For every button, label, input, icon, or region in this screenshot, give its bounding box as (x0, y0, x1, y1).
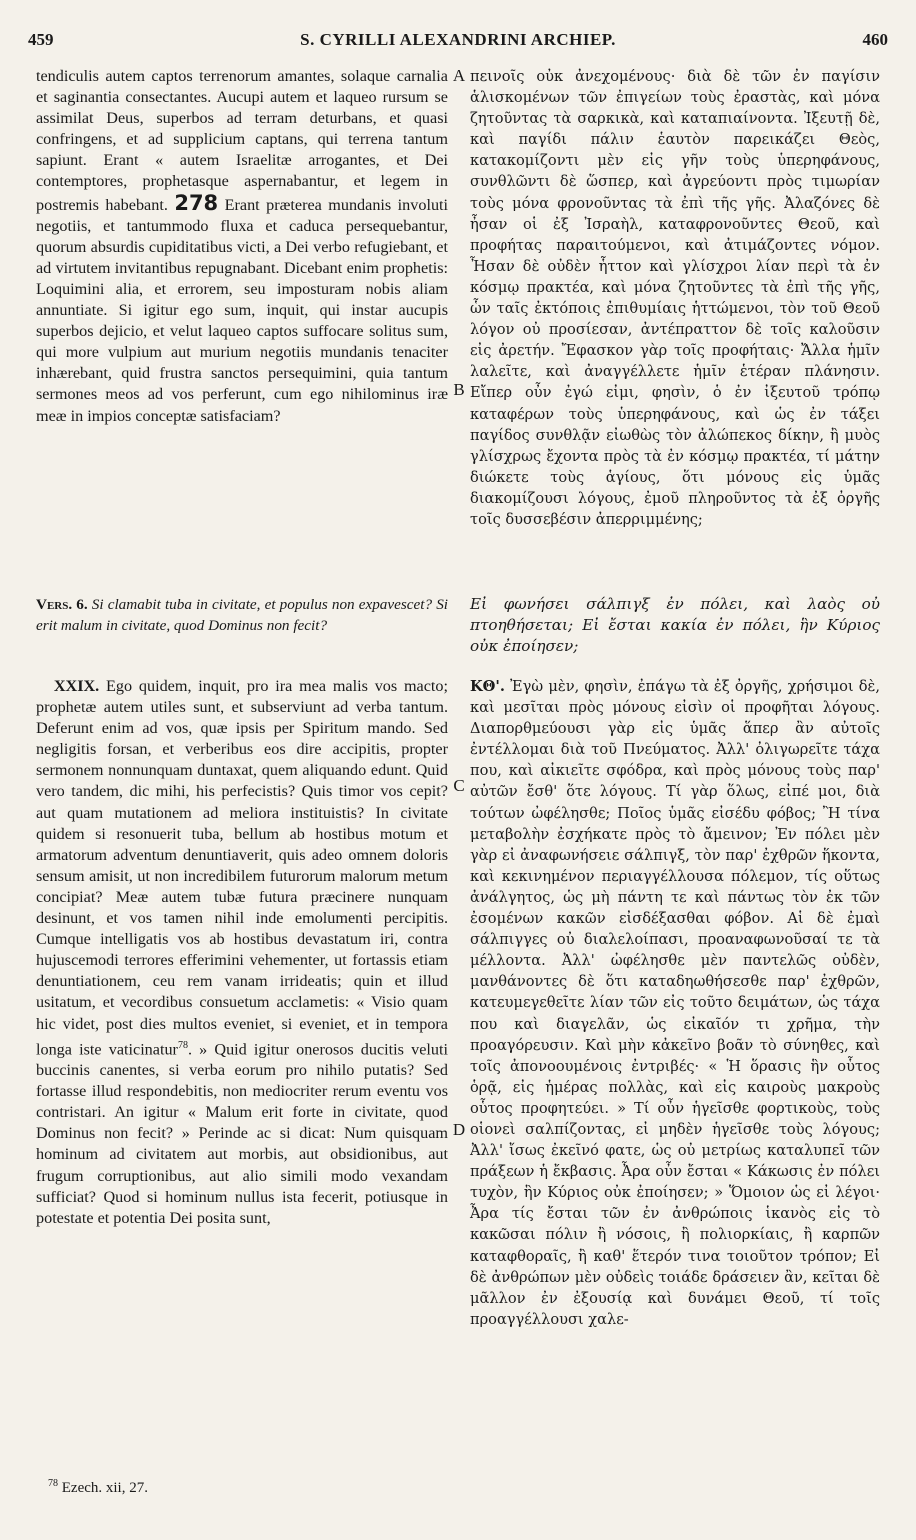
footnote-number: 78 (48, 1478, 58, 1489)
greek-paragraph-2: ΚΘ'. Ἐγὼ μὲν, φησὶν, ἐπάγω τὰ ἐξ ὀργῆς, χρήσιμοι δὲ, καὶ μεσῖται πρὸς μόνους εἰσὶν οἱ προφῆται λόγους. Διαπορθμεύουσι γὰρ εἰς ὑμᾶς ἅπερ ἂν αὐτοῖς ἐντέλλομαι διὰ τοῦ Πνεύματος. Ἀλλ' ὀλιγωρεῖτε τάχα που, καὶ αἰκιεῖτε σφόδρα, καὶ πρὸς μόνους τοὺς παρ' αὐτῶν ἔσθ' ὅτε λόγους. Τί γὰρ ὅλως, εἰπέ μοι, διὰ τούτων ὠφέλησθε; Ποῖος ὑμᾶς εἰσέδυ φόβος; Ἢ τίνα μεταβολὴν ἐσχήκατε πρὸς τὸ ἄμεινον; Ἐν πόλει μὲν γὰρ εἰ ἀναφωνήσειε σάλπιγξ, τὸν παρ' ἐχθρῶν ἥκοντα, καὶ κεκινημένον περιαγγέλλουσα πόλεμον, τίς οὕτως ἀνάλγητος, ὡς μὴ πάντη τε καὶ πάντως τὸν ἐκ τῶν ἐσομένων κακῶν εἰσδέξασθαι φόβον. Αἱ δὲ ἐμαὶ σάλπιγγες οὐ διαλελοίπασι, προαναφωνοῦσαί τε τὰ μέλλοντα. Ἀλλ' ὠφέλησθε μὲν παντελῶς οὐδὲν, μανθάνοντες δὲ ὅτι καταδηωθήσεσθε παρ' ἐχθρῶν, κατευμεγεθεῖτε λίαν τῶν εἰς τοῦτο δειμάτων, ὡς τάχα που καὶ διαγελᾶν, ὡς εἰκαῖόν τι χρῆμα, τὴν προαγόρευσιν. Καὶ μὴν κἀκεῖνο βοᾶν τὸ σύνηθες, καὶ τοῖς ἀπονοουμένοις ἐντριβές· « Ἡ ὅρασις ἣν οὗτος ὁρᾷ, εἰς ἡμέρας πολλὰς, καὶ εἰς καιροὺς μακροὺς οὗτος προφητεύει. » Τί οὖν ἡγεῖσθε φορτικοὺς, τοὺς οἱονεὶ σαλπίζοντας, εἰ μηδὲν ἡγεῖσθε τοὺς λόγους; Ἀλλ' ἴσως ἐκεῖνό φατε, ὡς οὐ μετρίως καταλυπεῖ τῶν πράξεων ἡ ἔκβασις. Ἆρα οὖν ἔσται « Κάκωσις ἐν πόλει τυχὸν, ἣν Κύριος οὐκ ἐποίησεν; » Ὅμοιον ὡς εἰ λέγοι· Ἆρα τίς ἔσται τῶν ἐν ἀνθρώποις ἱκανὸς εἰς τὸ κακῶσαι πόλιν ἢ νόσοις, ἢ πολιορκίαις, ἢ καρπῶν καταφθοραῖς, ἢ καθ' ἕτερόν τινα τοιοῦτον τρόπον; Εἰ δὲ ἀνθρώπων μὲν οὐδεὶς τοιάδε δράσειεν ἂν, κεῖται δὲ μᾶλλον ἐν ἐξουσίᾳ καὶ δυνάμει Θεοῦ, τί τοῖς προαγγέλλουσι χαλε- (470, 678, 881, 1328)
greek-section-29 (470, 676, 880, 1330)
latin-paragraph-2: XXIX. Ego quidem, inquit, pro ira mea malis vos macto; prophetæ autem utiles sunt, et subserviunt ad verba tantum. Deferunt enim ad vos, quæ ipsis per Spiritum mando. Sed negligitis forsan, et verberibus eos dire accipitis, propter sermonem nonnunquam duntaxat, quem aliquando edunt. Quid vero tandem, dic mihi, his perfecistis? Quis timor vos cepit? aut quam mutationem ad meliora instituistis? In civitate quidem si resonuerit tuba, bellum ab hostibus motum et armatorum adventum denuntiaverit, quis adeo omnem doloris sensum amisit, ut non incredibilem futurorum malorum metum concipiat? Meæ autem tubæ futura præcinere nunquam desinunt, et vos tamen nihil inde emolumenti percipitis. Cumque intelligatis vos ab hostibus devastatum iri, contra hujuscemodi terrores efferimini vehementer, ut fortassis etiam denuntiationem, ceu rem vanam irrideatis; quin et illud usitatum, et vecordibus consuetum acclametis: « Visio quam hic videt, post dies multos eveniet, si eveniet, et in tempora longa iste vaticinatur$^{78}$. » Quid igitur onerosos ducitis veluti buccinis canentes, si verba eorum pro nihilo putatis? Sed fortasse illud respondebitis, non mediocriter rerum eventu vos contristari. An igitur « Malum erit forte in civitate, quod Dominus non fecit? » Perinde ac si dicat: Num quisquam hominum ad civitatem aut morbis, aut obsidionibus, aut frugum corruptionibus, aut alio simili modo vexandam sufficiat? Quod si hominum nullus ista fecerit, potiusque in potestate et potentia Dei posita sunt, (36, 677, 449, 1227)
latin-column (36, 66, 448, 427)
greek-paragraph-1: πεινοῖς οὐκ ἀνεχομένους· διὰ δὲ τῶν ἐν παγίσιν ἁλισκομένων τῶν ἐπιγείων τοὺς ἐραστὰς, καὶ μόνα ζητοῦντας τὰ σαρκικὰ, καὶ καταπιαίνοντα. Ἰξευτῇ δὲ, καὶ παγίδι πάλιν ἑαυτὸν παρεικάζει Θεὸς, κατακομίζοντι μὲν εἰς γῆν τοὺς ὑπερηφάνους, συνθλῶντι δὲ ὥσπερ, καὶ ἀγρεύοντι πρὸς τιμωρίαν τοὺς μόνα φρονοῦντας τὰ ἐπὶ τῆς γῆς. Ἀλαζόνες δὲ ἦσαν οἱ ἐξ Ἰσραὴλ, καταφρονοῦντες Θεοῦ, καὶ προφήτας παραιτούμενοι, καὶ ἀτιμάζοντες νόμον. Ἦσαν δὲ οὐδὲν ἧττον καὶ γλίσχροι λίαν περὶ τὰ ἐν κόσμῳ πρακτέα, καὶ μόνα ζητοῦντες τὰ ἐπὶ τῆς γῆς, ὧν ταῖς ἐκτόποις ἐπιθυμίαις ἡττώμενοι, τὸν τοῦ Θεοῦ λόγον οὐ προσίεσαν, ἀντέπραττον δὲ τοῖς καλοῦσιν εἰς ἀρετήν. Ἔφασκον γὰρ τοῖς προφήταις· Ἄλλα ἡμῖν λαλεῖτε, καὶ ἀναγγέλλετε ἡμῖν ἑτέραν πλάνησιν. Εἴπερ οὖν ἐγώ εἰμι, φησὶν, ὁ ἐν ἰξευτοῦ τρόπῳ καταφέρων τοὺς ὑπερηφάνους, καὶ ὡς ἐν τάξει παγίδος συνθλᾷν εἰωθὼς τὸν ἀλώπεκος δίκην, ἢ μυὸς γλίσχρως ἔχοντα πρὸς τὰ ἐν κόσμῳ πρακτέα, τί μάτην διώκετε τοὺς ἁγίους, ὅτι μόνους εἰς ὑμᾶς διακομίζουσι λόγους, ἐμοῦ πληροῦντος τὰ ἐξ ὀργῆς τοῖς δυσσεβέσιν ἀπερριμμένης; (470, 68, 880, 528)
page-number-right: 460 (862, 30, 888, 49)
latin-lemma-block (36, 594, 448, 636)
section-number-greek: ΚΘ'. (470, 678, 505, 695)
footnote (48, 1478, 148, 1497)
greek-column (470, 66, 880, 530)
latin-section-xxix (36, 676, 448, 1229)
latin-paragraph-1: tendiculis autem captos terrenorum amantes, solaque carnalia et saginantia consectantes. Aucupi autem et laqueo rursum se assimilat Deus, superbos ad terram deturbans, et quasi confringens, et ad supplicium captans, qui terrena tantum sapiunt. Erant « autem Israelitæ arrogantes, et Dei contemptores, prophetasque aspernabantur, et legem in postremis habebant. 278 Erant præterea mundanis involuti negotiis, et tantummodo fluxa et caduca persequebantur, quorum absurdis cupiditatibus victi, a Dei verbo refugiebant, et ad virtutem invitantibus repugnabant. Dicebant enim prophetis: Loquimini alia, et errorem, seu imposturam nobis aliam annuntiate. Si igitur ego sum, inquit, qui instar aucupis superbos dejicio, et velut laqueo captos suffocare solitus sum, qui more vulpium aut murium negotiis mundanis tenaciter inhærebant, quid frustra sanctos persequimini, quia tantum sermones meos ad vos perferunt, cum ego nihilominus iræ meæ in impios conceptæ satisfaciam? (36, 67, 449, 425)
greek-lemma-block (470, 594, 880, 657)
footnote-text: Ezech. xii, 27. (61, 1480, 148, 1496)
footnote-ref: 78 (177, 1039, 188, 1051)
greek-page-number: 278 (174, 190, 219, 215)
margin-marker-d: D (452, 1120, 466, 1139)
verse-label: Vers. 6. (36, 596, 88, 613)
greek-lemma: Εἰ φωνήσει σάλπιγξ ἐν πόλει, καὶ λαὸς οὐ πτοηθήσεται; Εἰ ἔσται κακία ἐν πόλει, ἣν Κύριος οὐκ ἐποίησεν; (470, 595, 880, 655)
latin-lemma-text: Si clamabit tuba in civitate, et populus non expavescet? Si erit malum in civitate, quod Dominus non fecit? (36, 596, 449, 634)
running-title: S. CYRILLI ALEXANDRINI ARCHIEP. (300, 30, 616, 49)
page-number-left: 459 (28, 30, 54, 49)
section-number-latin: XXIX. (53, 677, 100, 695)
running-header (28, 30, 888, 56)
margin-marker-c: C (453, 776, 465, 795)
margin-marker-a: A (452, 66, 466, 85)
margin-marker-b: B (453, 380, 465, 399)
latin-lemma (36, 594, 448, 636)
